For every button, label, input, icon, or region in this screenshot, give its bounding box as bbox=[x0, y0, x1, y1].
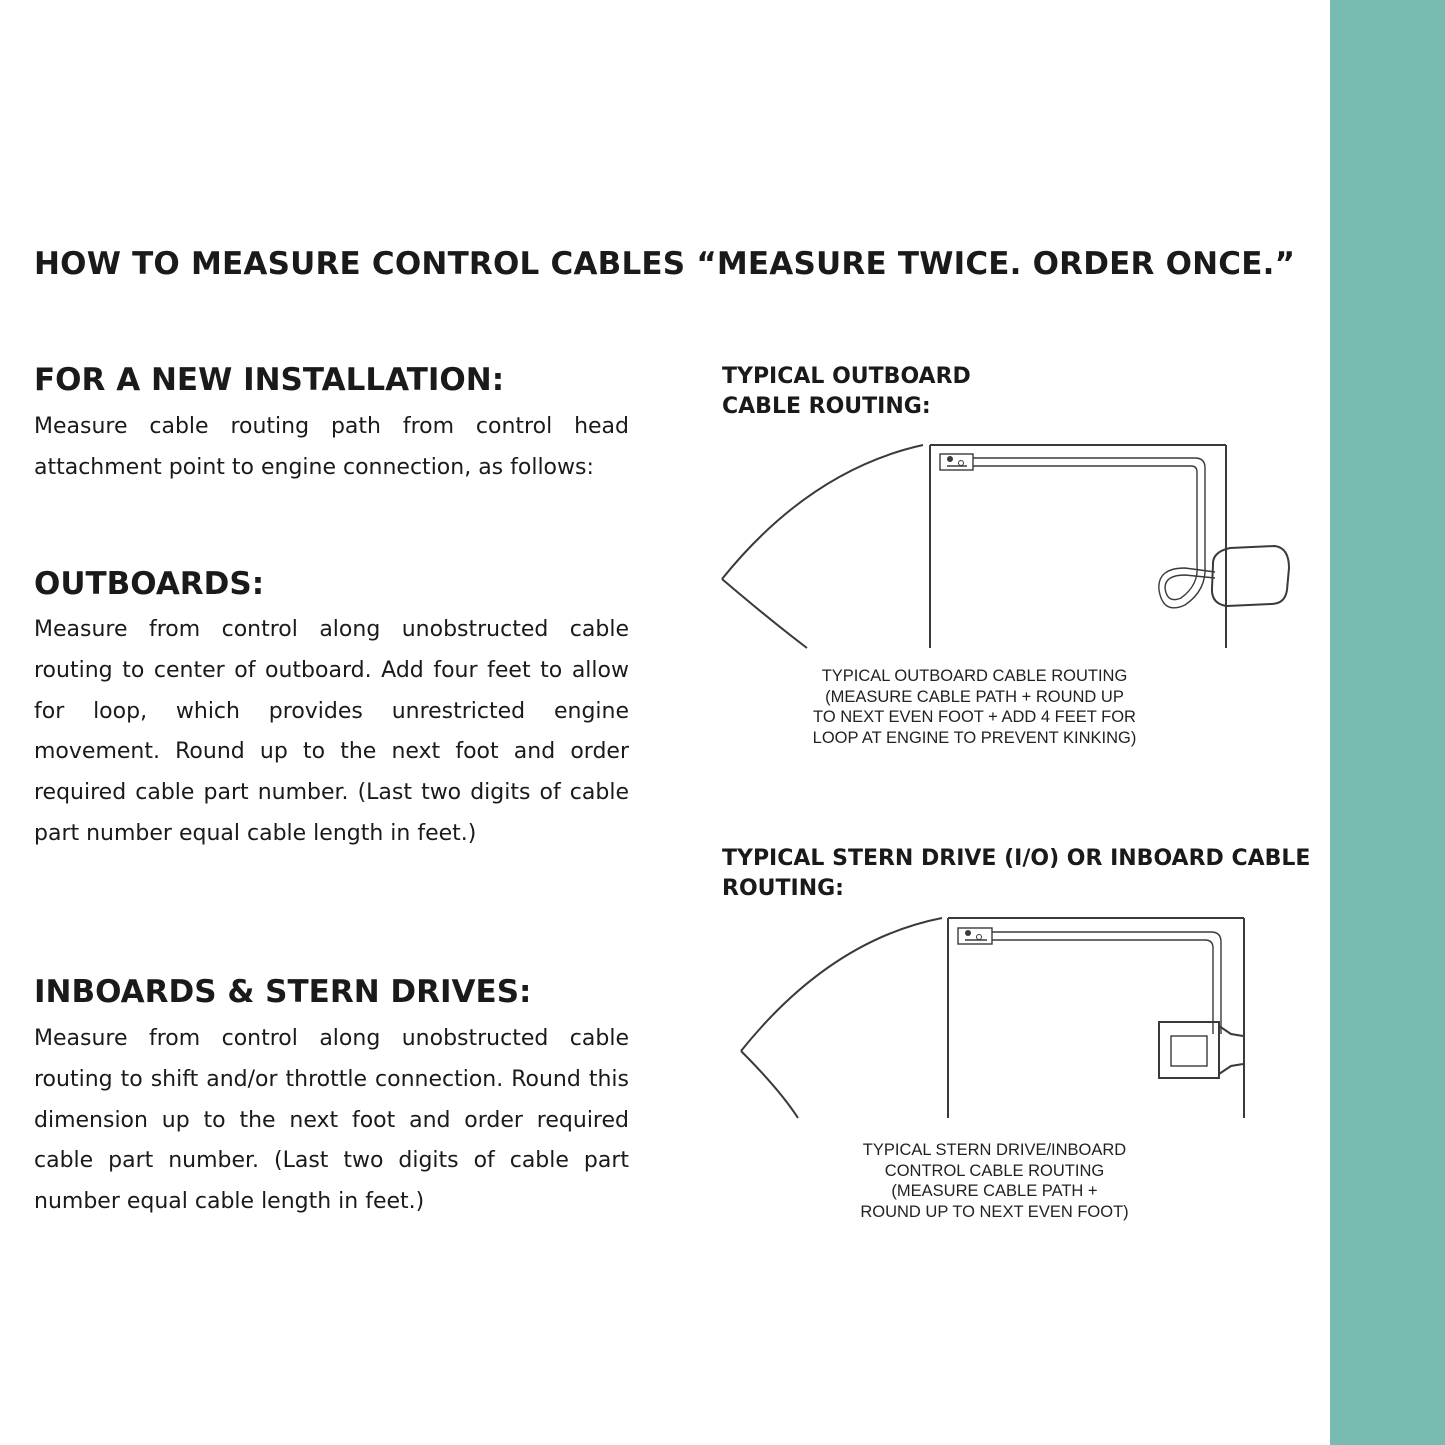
outboard-caption-line: TYPICAL OUTBOARD CABLE ROUTING bbox=[821, 667, 1128, 685]
outboards-body: Measure from control along unobstructed cable routing to center of outboard. Add four feet to allow for loop, which provides unrestricted engine movement. Round up to the next foot and order required cable part number. (Last two digits of cable part number equal cable length in feet.) bbox=[34, 617, 629, 846]
stern-drive-figure-title-line2: ROUTING: bbox=[722, 876, 844, 901]
outboard-figure-caption bbox=[792, 666, 1157, 748]
outboard-caption-line: LOOP AT ENGINE TO PREVENT KINKING) bbox=[812, 728, 1137, 747]
control-head-icon bbox=[940, 454, 973, 470]
inboards-heading: INBOARDS & STERN DRIVES: bbox=[34, 974, 532, 1010]
stern-drive-figure-title bbox=[722, 844, 1310, 904]
outboard-motor-icon bbox=[1212, 546, 1289, 606]
stern-drive-figure-caption bbox=[812, 1140, 1177, 1222]
cable-path bbox=[973, 458, 1215, 608]
boat-hull-outline bbox=[741, 918, 1244, 1118]
stern-drive-caption-line: ROUND UP TO NEXT EVEN FOOT) bbox=[860, 1202, 1129, 1221]
boat-hull-outline bbox=[722, 445, 1226, 648]
inboards-body: Measure from control along unobstructed cable routing to shift and/or throttle connection. Round this dimension up to the next foot and order required cable part number. (Last two digits of cable part number equal cable length in feet.) bbox=[34, 1026, 629, 1215]
outboards-heading: OUTBOARDS: bbox=[34, 566, 265, 602]
outboard-figure-title-line1: TYPICAL OUTBOARD bbox=[722, 364, 971, 389]
page-title: HOW TO MEASURE CONTROL CABLES “MEASURE TWICE. ORDER ONCE.” bbox=[34, 246, 1296, 282]
outboard-caption-line: (MEASURE CABLE PATH + ROUND UP bbox=[825, 687, 1124, 706]
stern-drive-routing-diagram bbox=[735, 912, 1295, 1127]
outboard-figure-title bbox=[722, 362, 971, 422]
new-installation-body: Measure cable routing path from control head attachment point to engine connection, as follows: bbox=[34, 414, 629, 480]
stern-drive-caption-line: CONTROL CABLE ROUTING bbox=[884, 1161, 1105, 1180]
outboard-figure-title-line2: CABLE ROUTING: bbox=[722, 394, 931, 419]
inboard-engine-icon bbox=[1159, 1022, 1243, 1078]
outboard-caption-line: TO NEXT EVEN FOOT + ADD 4 FEET FOR bbox=[813, 708, 1136, 726]
stern-drive-caption-line: TYPICAL STERN DRIVE/INBOARD bbox=[862, 1141, 1127, 1159]
outboard-routing-diagram bbox=[715, 440, 1305, 655]
cable-path bbox=[992, 932, 1221, 1034]
accent-side-bar bbox=[1330, 0, 1445, 1445]
stern-drive-figure-title-line1: TYPICAL STERN DRIVE (I/O) OR INBOARD CABLE bbox=[722, 846, 1311, 871]
stern-drive-caption-line: (MEASURE CABLE PATH + bbox=[891, 1182, 1098, 1200]
new-installation-heading: FOR A NEW INSTALLATION: bbox=[34, 362, 505, 398]
control-head-icon bbox=[958, 928, 992, 944]
